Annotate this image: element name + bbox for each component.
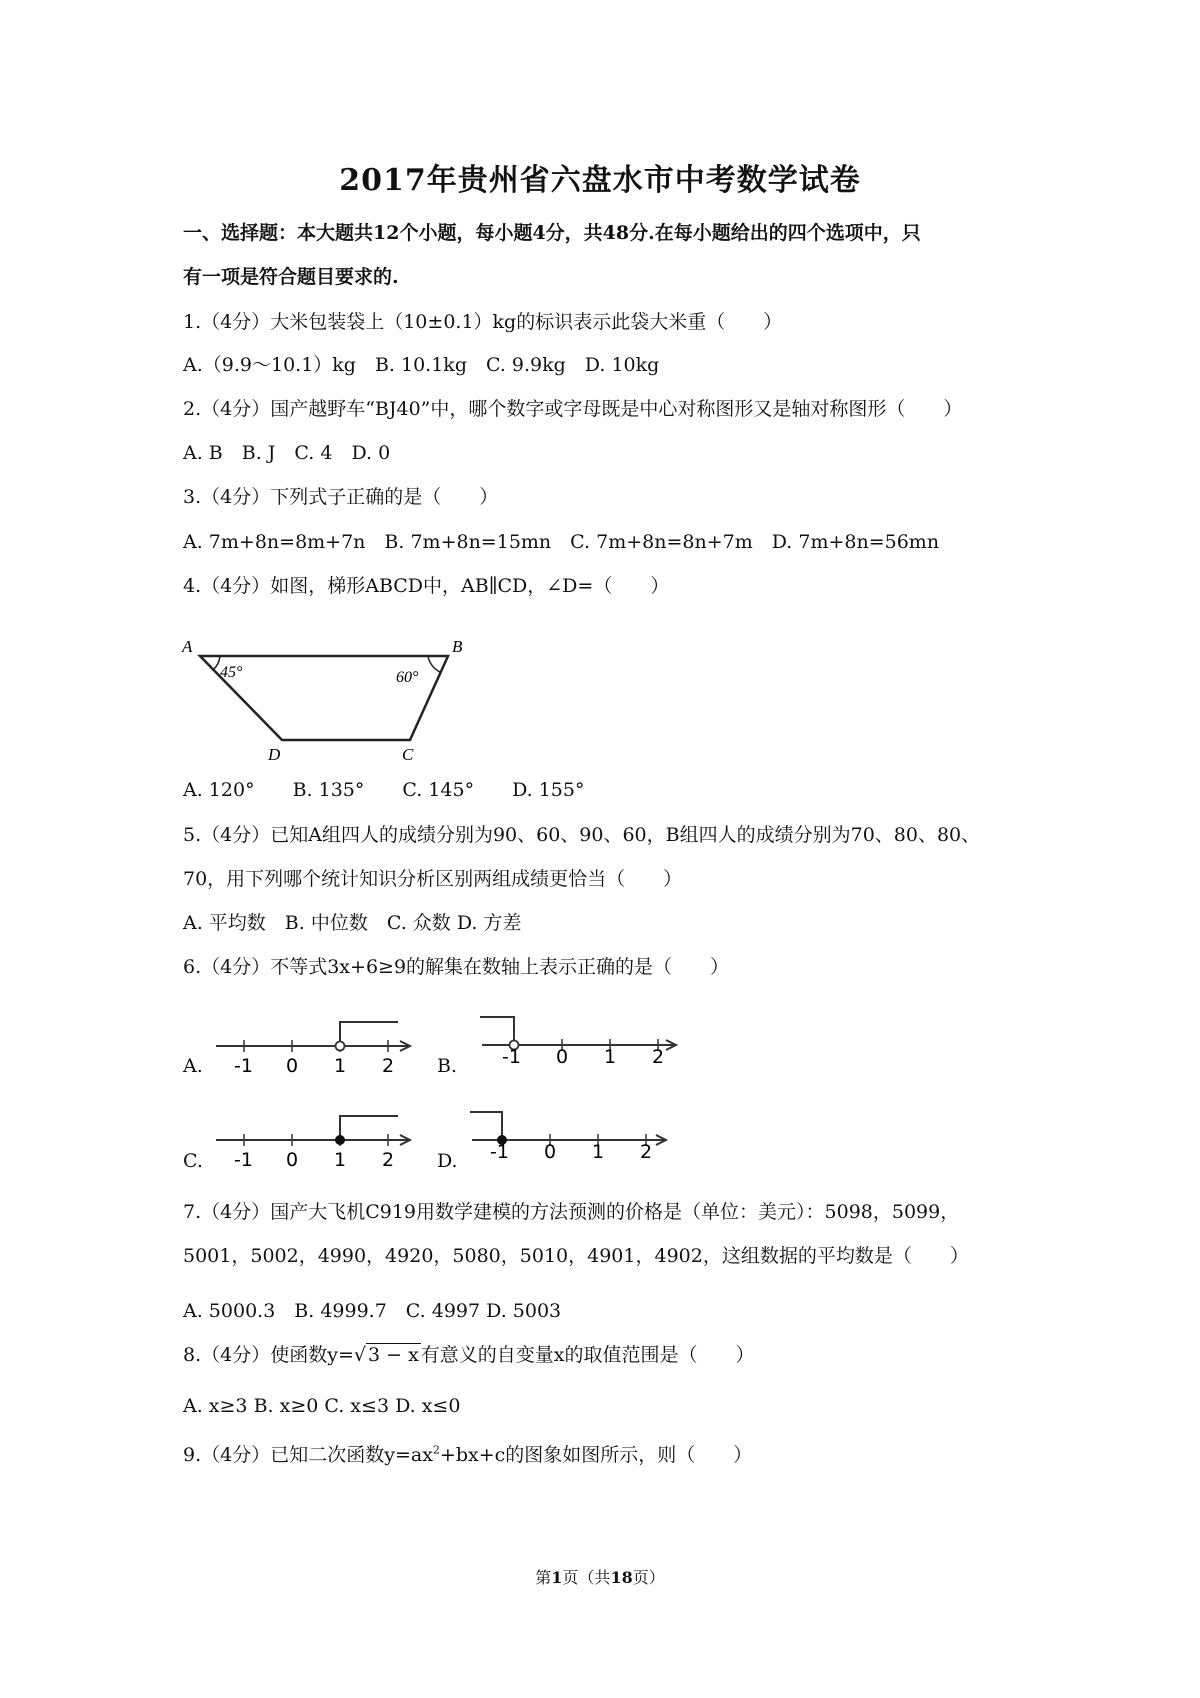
tick-label: -1 <box>502 1046 521 1068</box>
tick-label: 2 <box>382 1055 395 1077</box>
q2-options: A. B B. J C. 4 D. 0 <box>183 442 391 464</box>
q5-options: A. 平均数 B. 中位数 C. 众数 D. 方差 <box>183 912 522 934</box>
q9-stem-post: +bx+c的图象如图所示，则（ ） <box>439 1444 753 1466</box>
vertex-a-label: A <box>182 637 193 656</box>
q3-stem: 3.（4分）下列式子正确的是（ ） <box>183 486 499 508</box>
angle-a-label: 45° <box>220 664 243 681</box>
q6-number-line-a <box>212 1012 418 1077</box>
q9-stem <box>183 1440 752 1467</box>
q2-stem: 2.（4分）国产越野车“BJ40”中，哪个数字或字母既是中心对称图形又是轴对称图形（ ） <box>183 398 963 420</box>
q1-stem: 1.（4分）大米包装袋上（10±0.1）kg的标识表示此袋大米重（ ） <box>183 311 783 333</box>
footer-post: 页） <box>632 1568 665 1587</box>
q7-stem-line2: 5001，5002，4990，4920，5080，5010，4901，4902，这组数据的平均数是（ ） <box>183 1245 969 1267</box>
q9-stem-pre: 9.（4分）已知二次函数y=ax <box>183 1444 433 1466</box>
tick-label: 1 <box>334 1149 347 1171</box>
q7-stem-line1: 7.（4分）国产大飞机C919用数学建模的方法预测的价格是（单位：美元）：5098，5099， <box>183 1201 960 1223</box>
tick-label: 2 <box>640 1141 653 1163</box>
q8-stem-pre: 8.（4分）使函数y= <box>183 1344 354 1366</box>
q3-options: A. 7m+8n=8m+7n B. 7m+8n=15mn C. 7m+8n=8n+7m D. 7m+8n=56mn <box>183 531 940 553</box>
sqrt-sign: √ <box>353 1344 366 1366</box>
q6-number-line-b <box>478 1003 688 1068</box>
solid-dot <box>335 1135 345 1145</box>
tick-label: 0 <box>544 1141 557 1163</box>
tick-label: -1 <box>234 1149 253 1171</box>
angle-b-arc <box>428 656 440 672</box>
page-title: 2017年贵州省六盘水市中考数学试卷 <box>339 163 861 198</box>
tick-label: -1 <box>234 1055 253 1077</box>
footer-mid: 页（共 <box>562 1568 611 1587</box>
vertex-b-label: B <box>452 637 463 656</box>
vertex-d-label: D <box>268 745 281 764</box>
q5-stem-line2: 70，用下列哪个统计知识分析区别两组成绩更恰当（ ） <box>183 868 683 890</box>
q8-options: A. x≥3 B. x≥0 C. x≤3 D. x≤0 <box>183 1395 461 1417</box>
q6-option-a-label: A. <box>183 1055 203 1077</box>
q6-option-d-label: D. <box>437 1150 458 1172</box>
q6-number-line-d <box>468 1098 678 1163</box>
tick-label: 1 <box>334 1055 347 1077</box>
open-dot <box>336 1042 345 1051</box>
section-header-line1: 一、选择题：本大题共12个小题，每小题4分，共48分.在每小题给出的四个选项中，只 <box>183 222 921 244</box>
q1-options: A.（9.9～10.1）kg B. 10.1kg C. 9.9kg D. 10kg <box>183 354 660 376</box>
footer-total-pages: 18 <box>610 1568 633 1587</box>
q8-sqrt-content: 3 − x <box>367 1344 419 1366</box>
trapezoid-figure <box>180 632 463 764</box>
q9-exponent: 2 <box>432 1443 440 1457</box>
vertex-c-label: C <box>402 745 414 764</box>
angle-b-label: 60° <box>396 669 419 686</box>
tick-label: 2 <box>652 1046 665 1068</box>
footer-page-number: 1 <box>551 1568 563 1587</box>
q6-option-c-label: C. <box>183 1150 203 1172</box>
footer-pre: 第 <box>535 1568 552 1587</box>
tick-label: 2 <box>382 1149 395 1171</box>
q7-options: A. 5000.3 B. 4999.7 C. 4997 D. 5003 <box>183 1300 562 1322</box>
q5-stem-line1: 5.（4分）已知A组四人的成绩分别为90、60、90、60，B组四人的成绩分别为70、80、80、 <box>183 824 981 846</box>
q6-option-b-label: B. <box>437 1055 458 1077</box>
section-header-line2: 有一项是符合题目要求的. <box>183 266 399 288</box>
page-footer <box>0 1565 1200 1588</box>
tick-label: 0 <box>286 1149 299 1171</box>
q8-stem-post: 有意义的自变量x的取值范围是（ ） <box>420 1344 755 1366</box>
tick-label: 0 <box>286 1055 299 1077</box>
tick-label: 1 <box>604 1046 617 1068</box>
angle-a-arc <box>213 656 220 670</box>
tick-label: -1 <box>490 1141 509 1163</box>
q6-number-line-c <box>212 1106 418 1171</box>
q6-stem: 6.（4分）不等式3x+6≥9的解集在数轴上表示正确的是（ ） <box>183 956 730 978</box>
q4-options: A. 120° B. 135° C. 145° D. 155° <box>183 779 585 801</box>
q8-stem <box>183 1340 755 1367</box>
q4-stem: 4.（4分）如图，梯形ABCD中，AB∥CD，∠D=（ ） <box>183 575 670 597</box>
tick-label: 0 <box>556 1046 569 1068</box>
tick-label: 1 <box>592 1141 605 1163</box>
